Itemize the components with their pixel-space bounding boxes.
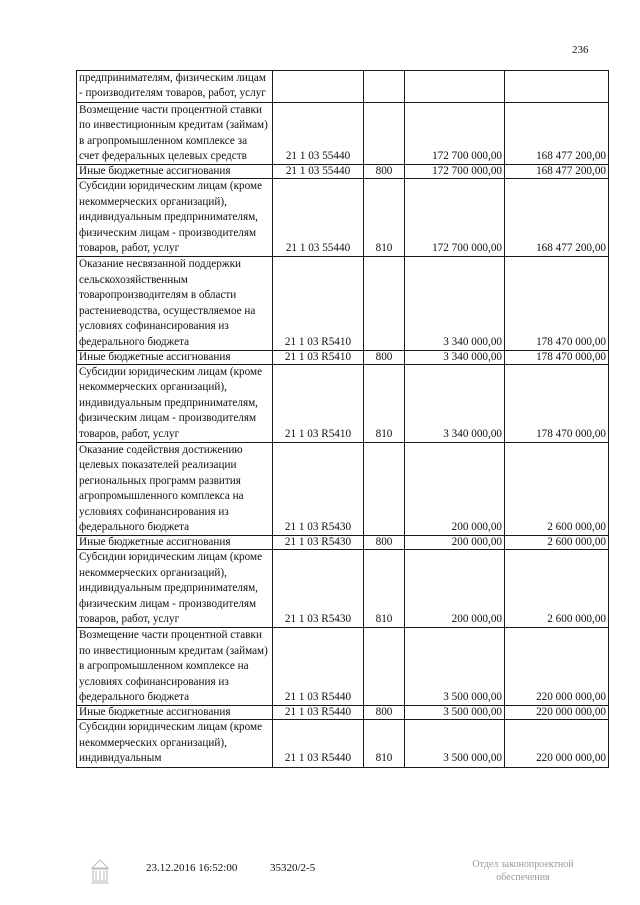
cell-sum-2: 220 000 000,00 <box>505 706 609 720</box>
cell-code: 21 1 03 R5410 <box>273 350 364 364</box>
cell-code: 21 1 03 55440 <box>273 102 364 165</box>
cell-expense-type: 800 <box>364 350 405 364</box>
table-row <box>77 71 609 103</box>
cell-name: Иные бюджетные ассигнования <box>77 165 273 179</box>
cell-sum-2: 168 477 200,00 <box>505 102 609 165</box>
cell-code: 21 1 03 R5440 <box>273 706 364 720</box>
cell-sum-1: 200 000,00 <box>405 536 505 550</box>
footer-doc-number: 35320/2-5 <box>270 862 316 874</box>
cell-expense-type: 810 <box>364 364 405 442</box>
table-row <box>77 536 609 550</box>
table-row <box>77 706 609 720</box>
budget-table <box>76 70 609 768</box>
cell-name: Субсидии юридическим лицам (кроме некоммерческих организаций), индивидуальным предпринимателям, физическим лицам - производителям товаров, работ, услуг <box>77 550 273 628</box>
cell-sum-1: 3 340 000,00 <box>405 364 505 442</box>
cell-code: 21 1 03 55440 <box>273 165 364 179</box>
cell-name: Иные бюджетные ассигнования <box>77 706 273 720</box>
cell-sum-2: 168 477 200,00 <box>505 165 609 179</box>
cell-sum-2: 220 000 000,00 <box>505 720 609 767</box>
cell-expense-type <box>364 102 405 165</box>
cell-name: Иные бюджетные ассигнования <box>77 536 273 550</box>
cell-expense-type <box>364 257 405 350</box>
cell-sum-2: 178 470 000,00 <box>505 364 609 442</box>
cell-expense-type: 810 <box>364 179 405 257</box>
footer-datetime: 23.12.2016 16:52:00 <box>146 862 238 874</box>
cell-sum-1: 172 700 000,00 <box>405 165 505 179</box>
cell-expense-type: 810 <box>364 720 405 767</box>
cell-code: 21 1 03 55440 <box>273 179 364 257</box>
cell-name: Возмещение части процентной ставки по инвестиционным кредитам (займам) в агропромышленном комплексе за счет федеральных целевых средств <box>77 102 273 165</box>
page-number: 236 <box>572 44 589 56</box>
budget-table-body <box>77 71 609 768</box>
cell-expense-type: 800 <box>364 536 405 550</box>
cell-sum-1 <box>405 71 505 103</box>
cell-name: Оказание содействия достижению целевых показателей реализации региональных программ развития агропромышленного комплекса на условиях софинансирования из федерального бюджета <box>77 442 273 535</box>
cell-name: Субсидии юридическим лицам (кроме некоммерческих организаций), индивидуальным <box>77 720 273 767</box>
cell-sum-1: 172 700 000,00 <box>405 102 505 165</box>
table-row <box>77 165 609 179</box>
table-row <box>77 257 609 350</box>
table-row <box>77 364 609 442</box>
cell-expense-type: 800 <box>364 706 405 720</box>
cell-name: Субсидии юридическим лицам (кроме некоммерческих организаций), индивидуальным предпринимателям, физическим лицам - производителям товаров, работ, услуг <box>77 179 273 257</box>
stamp-line-1: Отдел законопроектной <box>472 859 574 870</box>
cell-sum-2: 2 600 000,00 <box>505 550 609 628</box>
table-row <box>77 179 609 257</box>
cell-sum-2: 178 470 000,00 <box>505 257 609 350</box>
cell-expense-type <box>364 442 405 535</box>
cell-sum-2: 168 477 200,00 <box>505 179 609 257</box>
cell-expense-type: 800 <box>364 165 405 179</box>
cell-sum-2: 178 470 000,00 <box>505 350 609 364</box>
department-stamp <box>448 858 598 884</box>
cell-sum-2: 2 600 000,00 <box>505 536 609 550</box>
table-row <box>77 442 609 535</box>
table-row <box>77 628 609 706</box>
cell-sum-2: 220 000 000,00 <box>505 628 609 706</box>
cell-name: Возмещение части процентной ставки по инвестиционным кредитам (займам) в агропромышленном комплексе на условиях софинансирования из федерального бюджета <box>77 628 273 706</box>
cell-code: 21 1 03 R5430 <box>273 536 364 550</box>
cell-sum-1: 3 340 000,00 <box>405 257 505 350</box>
cell-code: 21 1 03 R5410 <box>273 364 364 442</box>
cell-sum-1: 200 000,00 <box>405 442 505 535</box>
cell-sum-1: 3 500 000,00 <box>405 720 505 767</box>
cell-code: 21 1 03 R5440 <box>273 720 364 767</box>
cell-code: 21 1 03 R5430 <box>273 442 364 535</box>
cell-name: Субсидии юридическим лицам (кроме некоммерческих организаций), индивидуальным предпринимателям, физическим лицам - производителям товаров, работ, услуг <box>77 364 273 442</box>
cell-sum-1: 3 340 000,00 <box>405 350 505 364</box>
cell-expense-type: 810 <box>364 550 405 628</box>
table-row <box>77 102 609 165</box>
table-row <box>77 350 609 364</box>
table-row <box>77 720 609 767</box>
cell-sum-1: 172 700 000,00 <box>405 179 505 257</box>
stamp-line-2: обеспечения <box>496 872 550 883</box>
cell-sum-1: 3 500 000,00 <box>405 628 505 706</box>
emblem-icon <box>88 858 112 888</box>
cell-sum-1: 200 000,00 <box>405 550 505 628</box>
cell-code: 21 1 03 R5410 <box>273 257 364 350</box>
cell-sum-1: 3 500 000,00 <box>405 706 505 720</box>
cell-expense-type <box>364 628 405 706</box>
cell-name: Оказание несвязанной поддержки сельскохозяйственным товаропроизводителям в области растениеводства, осуществляемое на условиях софинансирования из федерального бюджета <box>77 257 273 350</box>
cell-code: 21 1 03 R5440 <box>273 628 364 706</box>
cell-sum-2: 2 600 000,00 <box>505 442 609 535</box>
cell-expense-type <box>364 71 405 103</box>
cell-name: предпринимателям, физическим лицам - производителям товаров, работ, услуг <box>77 71 273 103</box>
cell-code <box>273 71 364 103</box>
cell-name: Иные бюджетные ассигнования <box>77 350 273 364</box>
table-row <box>77 550 609 628</box>
cell-sum-2 <box>505 71 609 103</box>
cell-code: 21 1 03 R5430 <box>273 550 364 628</box>
page-footer <box>0 858 640 898</box>
